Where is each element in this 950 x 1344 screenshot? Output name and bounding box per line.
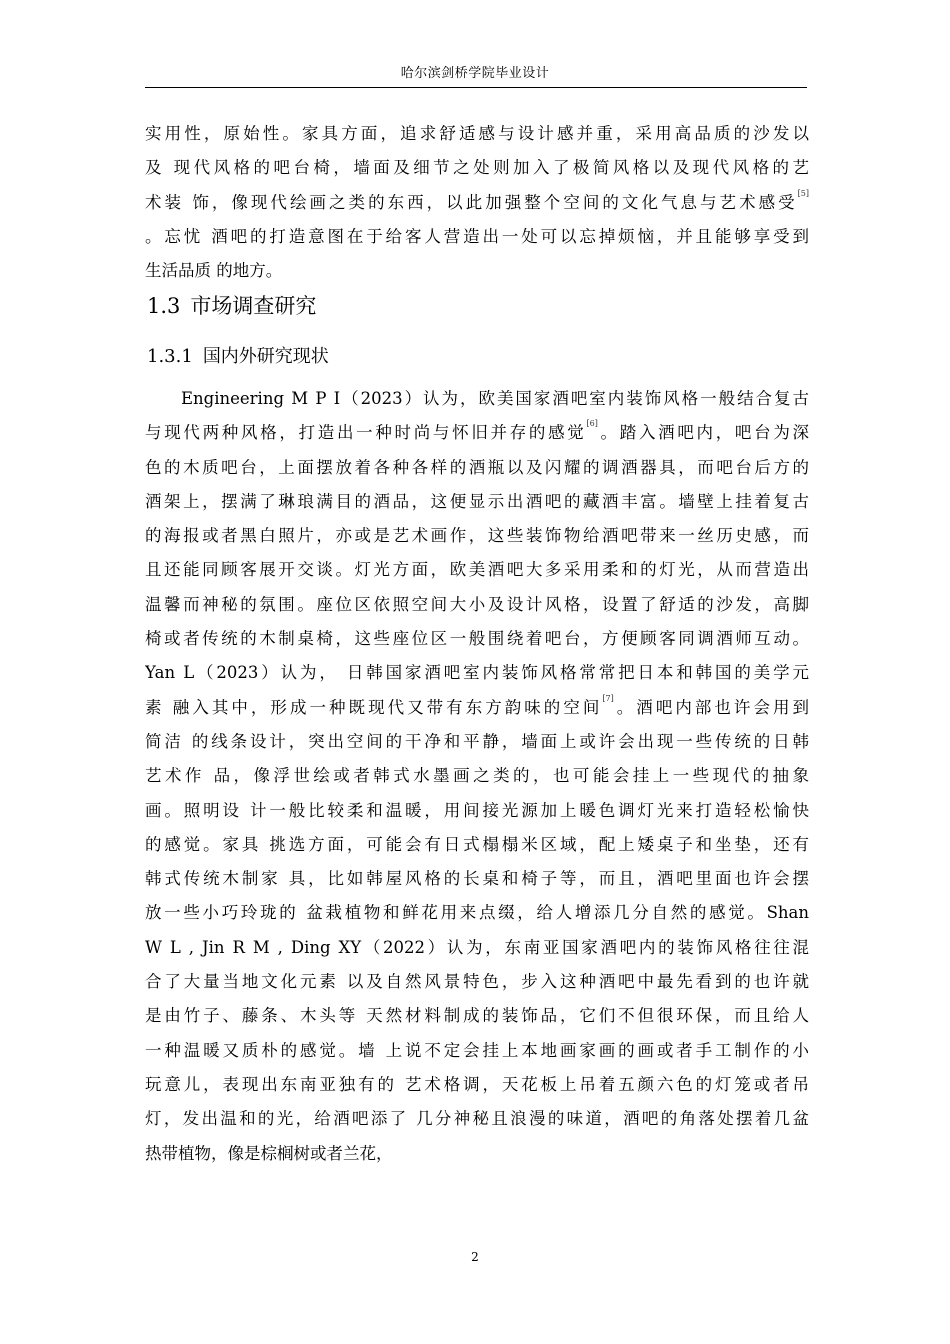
text-line: 且还能同顾客展开交谈。灯光方面，欧美酒吧大多采用柔和的灯光，从而营造出 bbox=[145, 560, 809, 580]
text-line: 色的木质吧台，上面摆放着各种各样的酒瓶以及闪耀的调酒器具，而吧台后方的 bbox=[145, 457, 809, 477]
text-line: 合了大量当地文化元素 以及自然风景特色，步入这种酒吧中最先看到的也许就 bbox=[145, 972, 809, 992]
paragraph-1 bbox=[145, 117, 809, 288]
text-line: 一种温暖又质朴的感觉。墙 上说不定会挂上本地画家画的画或者手工制作的小 bbox=[145, 1040, 809, 1060]
text-line: 简洁 的线条设计，突出空间的干净和平静，墙面上或许会出现一些传统的日韩 bbox=[145, 731, 809, 751]
section-number: 1.3 bbox=[147, 294, 181, 318]
subsection-heading bbox=[147, 342, 329, 368]
text-line: 与现代两种风格，打造出一种时尚与怀旧并存的感觉[6]。踏入酒吧内，吧台为深 bbox=[145, 419, 809, 443]
text-line: Engineering M P I（2023）认为，欧美国家酒吧室内装饰风格一般结合复古 bbox=[181, 389, 809, 408]
text-line: 及 现代风格的吧台椅，墙面及细节之处则加入了极简风格以及现代风格的艺 bbox=[145, 158, 809, 178]
page-number: 2 bbox=[471, 1250, 479, 1264]
text-line: 椅或者传统的木制桌椅，这些座位区一般围绕着吧台，方便顾客同调酒师互动。 bbox=[145, 629, 809, 649]
citation-7[interactable]: [7] bbox=[602, 693, 614, 703]
text-line: 的海报或者黑白照片，亦或是艺术画作，这些装饰物给酒吧带来一丝历史感，而 bbox=[145, 526, 809, 546]
header-rule bbox=[145, 87, 807, 88]
text-line: 的感觉。家具 挑选方面，可能会有日式榻榻米区域，配上矮桌子和坐垫，还有 bbox=[145, 834, 809, 854]
text-line: 。忘忧 酒吧的打造意图在于给客人营造出一处可以忘掉烦恼，并且能够享受到 bbox=[145, 226, 809, 246]
section-heading bbox=[147, 290, 316, 320]
text-line: 温馨而神秘的氛围。座位区依照空间大小及设计风格，设置了舒适的沙发，高脚 bbox=[145, 594, 809, 614]
text-line: 是由竹子、藤条、木头等 天然材料制成的装饰品，它们不但很环保，而且给人 bbox=[145, 1006, 809, 1026]
text-line: 灯，发出温和的光，给酒吧添了 几分神秘且浪漫的味道，酒吧的角落处摆着几盆 bbox=[145, 1109, 809, 1129]
text-line: 酒架上，摆满了琳琅满目的酒品，这便显示出酒吧的藏酒丰富。墙壁上挂着复古 bbox=[145, 491, 809, 511]
text-line: 放一些小巧玲珑的 盆栽植物和鲜花用来点缀，给人增添几分自然的感觉。Shan bbox=[145, 903, 809, 923]
running-header: 哈尔滨剑桥学院毕业设计 bbox=[400, 66, 550, 81]
text-line: 素 融入其中，形成一种既现代又带有东方韵味的空间[7]。酒吧内部也许会用到 bbox=[145, 693, 809, 717]
text-line: 术装 饰，像现代绘画之类的东西，以此加强整个空间的文化气息与艺术感受[5] bbox=[145, 188, 809, 212]
citation-5[interactable]: [5] bbox=[797, 188, 809, 198]
section-title: 市场调查研究 bbox=[190, 294, 317, 318]
text-line: 热带植物，像是棕榈树或者兰花， bbox=[145, 1143, 393, 1163]
citation-6[interactable]: [6] bbox=[586, 419, 598, 429]
subsection-number: 1.3.1 bbox=[147, 346, 193, 367]
text-line: W L , Jin R M , Ding XY（2022）认为，东南亚国家酒吧内的装饰风格往往混 bbox=[145, 937, 809, 957]
text-line: 艺术作 品，像浮世绘或者韩式水墨画之类的，也可能会挂上一些现代的抽象 bbox=[145, 766, 809, 786]
text-line: Yan L（2023）认为， 日韩国家酒吧室内装饰风格常常把日本和韩国的美学元 bbox=[145, 663, 809, 683]
subsection-title: 国内外研究现状 bbox=[202, 346, 329, 367]
paragraph-2 bbox=[145, 382, 809, 1171]
text-line: 玩意儿，表现出东南亚独有的 艺术格调，天花板上吊着五颜六色的灯笼或者吊 bbox=[145, 1074, 809, 1094]
text-line: 实用性，原始性。家具方面，追求舒适感与设计感并重，采用高品质的沙发以 bbox=[145, 124, 809, 143]
text-line: 韩式传统木制家 具，比如韩屋风格的长桌和椅子等，而且，酒吧里面也许会摆 bbox=[145, 869, 809, 889]
text-line: 生活品质 的地方。 bbox=[145, 261, 283, 281]
text-line: 画。照明设 计一般比较柔和温暖，用间接光源加上暖色调灯光来打造轻松愉快 bbox=[145, 800, 809, 820]
